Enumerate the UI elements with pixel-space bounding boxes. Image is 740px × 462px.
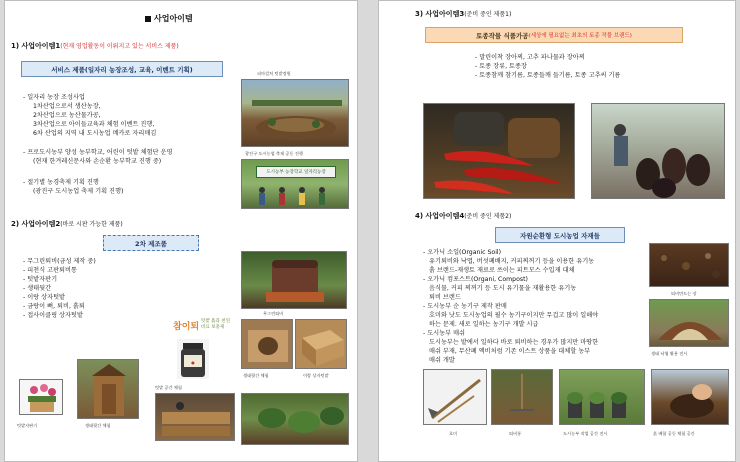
rake-illustration [492,370,553,425]
photo-caption: 퇴비통 [509,431,522,436]
box-illustration [296,320,347,369]
workspace-photo [559,369,645,425]
section-heading-2: 2) 사업아이템2(바로 시판 가능한 제품) [11,220,123,228]
outhouse-illustration [78,360,139,419]
service-box: 서비스 제품(일자리 농장조성, 교육, 이벤트 기획) [21,61,223,77]
deck-illustration [156,394,235,441]
photo-caption: 퍼마컬처 텃밭정원 [257,71,291,76]
outhouse-photo [77,359,139,419]
photo-caption: 생태뒷간 체험 [243,373,269,378]
hand-soil-illustration [652,370,729,425]
soil-photo [649,243,729,287]
product-label: 참이퇴 [173,322,200,332]
photo-caption: 생태 낙엽 활용 전시 [651,351,688,356]
fermented-box: 토종작물 식품가공 (세상에 필요없는 최초의 토종 작물 브랜드) [425,27,683,43]
list-products: - 무그린퇴비(금성 제작 중) - 피천식 고판퇴비통 - 텃밭자판기 - 생태뒷간 - 이랑 상자텃밭 - 금랑이 뼈, 퇴비, 흙퇴 - 접사이클링 상자텃밭 [23,258,96,319]
flower-illustration [20,380,63,415]
greenhouse-illustration [650,300,729,347]
greenhouse-photo [649,299,729,347]
jars-illustration [592,104,725,199]
soil-box: 자원순환형 도시농업 자재들 [495,227,625,243]
photo-caption: 흙 배합 공동 체험 공간 [653,431,695,436]
vegetable-box-photo [241,393,349,445]
jars-photo [591,103,725,199]
compost-bin-illustration [242,252,347,309]
hoe-illustration [424,370,487,425]
photo-caption: 퇴비만드는 장 [671,291,697,296]
document-page-right [378,0,736,462]
pots-illustration [560,370,645,425]
garden-photo [241,79,349,147]
product-sublabel: 텃밭 흙과 천연 비료 보충제 [201,319,230,330]
photo-caption: 생태뒷간 체험 [85,423,111,428]
photo-caption: 텃밭 공간 체험 [155,385,182,390]
bullet-square-icon [145,16,151,22]
banner: 도시농부 농장학교 일자리농장 [256,166,336,178]
soil-illustration [650,244,729,287]
chili-photo [423,103,575,199]
photo-caption: 이랑 상자텃밭 [303,373,329,378]
photo-caption: 광진구 도시농업 축제 공동 진행 [245,151,303,156]
jar-illustration [177,339,209,379]
section-heading-4: 4) 사업아이템4(준비 중인 제품2) [415,212,512,220]
photo-caption: 도시농부 작업 공간 전시 [563,431,608,436]
festival-photo [241,159,349,209]
list-festival: - 절기별 농경축제 기획 진행 (광진구 도시농업 축제 기획 진행) [23,179,124,195]
soil-hand-photo [651,369,729,425]
document-page-left [4,0,358,462]
photo-caption: 무그린퇴비 [263,311,284,316]
list-fermented: - 말린이착 장아찌, 고추 파나물과 장아찌 - 토종 장류, 토종장 - 토종참깨 참기름, 토종들깨 들기름, 토종 고추씨 기름 [475,54,621,79]
section-heading-3: 3) 사업아이템3(준비 중인 제품1) [415,10,512,18]
chili-illustration [424,104,575,199]
plants-illustration [242,394,349,445]
page-title: 사업아이템 [145,13,193,24]
box-garden-photo [295,319,347,369]
garden-illustration [242,80,349,147]
photo-caption: 호미 [449,431,458,436]
photo-caption: 텃밭자판기 [17,423,38,428]
product-box: 2차 제조품 [103,235,199,251]
bin-photo [491,369,553,425]
people-illustration [242,160,349,209]
toilet-photo [241,319,293,369]
product-jar-photo [177,339,209,379]
list-job-farm: - 일자리 농장 조성사업 1차산업으로서 생산농장, 2차산업으로 농산물가공, 3차산업으로 아이들교육과 체험 이벤트 진행, 6차 산업의 지역 내 도시농업 메카로 자리매김 [23,94,157,137]
flower-photo [19,379,63,415]
compost-photo [241,251,347,309]
page-gutter [358,0,378,462]
svg-text:●: ● [191,360,195,365]
list-soil: - 오가닉 소일(Organic Soil) 유기퇴비와 낙엽, 버섯폐배지, 커피찌꺼기 등을 이용한 유기농 흙 브랜드-재생토 재료로 쓰이는 피트모스 수입재 대체 - 오가닉 컴포스트(Organi, Compost) 음식물, 커피 찌꺼기 등 도시 유기물을 재활용한 유기농 퇴비 브랜드 - 도시농부 순 농기구 제작 판매 호미와 낫도 도시농업의 필수 농기구이지만 무겁고 많이 일해야 하는 문제. 새로 일하는 농기구 개발 시급 - 도시농부 매쉬 도시농부는 밭에서 일하다 바로 퇴비하는 경우가 많지만 마땅한 매쉬 부재, 무산폐 액비처럼 기존 이스트 상품을 대체할 농부 매쉬 개발 [423,249,599,364]
deck-photo [155,393,235,441]
list-farmer-school: - 프로도시농부 양성 농부학교, 어린이 텃밭 체험단 운영 (현재 한겨레신문사와 손순환 농부학교 진행 중) [23,149,173,165]
section-heading-1: 1) 사업아이템1(현재 영업활동이 이뤄지고 있는 서비스 제품) [11,42,179,50]
hoe-photo [423,369,487,425]
toilet-illustration [242,320,293,369]
